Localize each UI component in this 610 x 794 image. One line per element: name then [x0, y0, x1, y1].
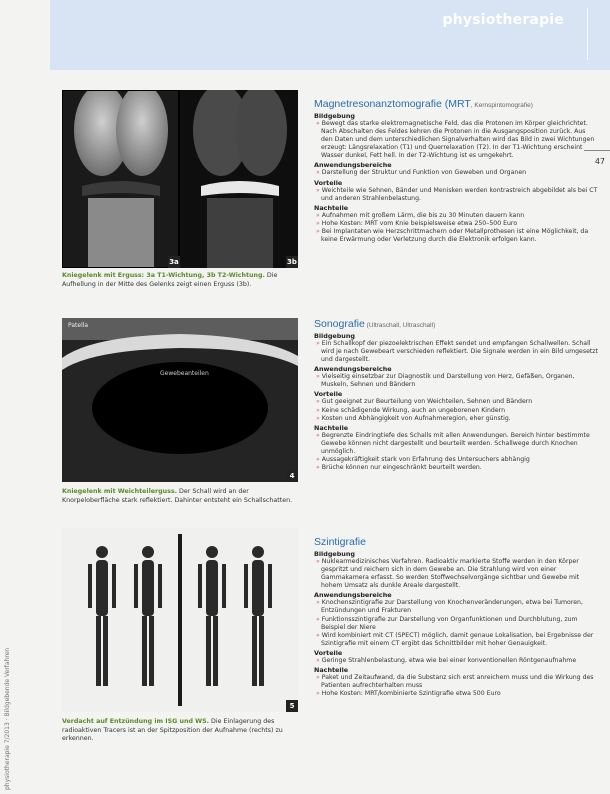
mri-caption: Kniegelenk mit Erguss: 3a T1-Wichtung, 3b T2-Wichtung. Die Aufhellung in der Mitte des Gelenks zeigt einen Erguss (3b).	[62, 272, 278, 288]
section-heading: Vorteile	[314, 390, 343, 399]
bullet-item: » Begrenzte Eindringtiefe des Schalls mit allen Anwendungen. Bereich hinter bestimmte Gewebe können nicht dargestellt und beurteilt werden. Schallwege durch Knochen unmöglich.	[314, 432, 598, 456]
bullet-item: » Vielseitig einsetzbar zur Diagnostik und Darstellung von Herz, Gefäßen, Organen, Muskeln, Sehnen und Bändern	[314, 373, 598, 389]
bullet-item: » Paket und Zeitaufwand, da die Substanz sich erst anreichern muss und die Wirkung des Patienten aufrechterhalten muss	[314, 674, 598, 690]
bullet-item: » Geringe Strahlenbelastung, etwa wie bei einer konventionellen Röntgenaufnahme	[314, 657, 598, 665]
section-sonografie	[314, 318, 598, 472]
section-heading: Nachteile	[314, 423, 349, 432]
section-heading: Bildgebung	[314, 332, 355, 340]
header-band	[50, 0, 610, 70]
section-szintigrafie	[314, 536, 598, 698]
section-heading: Nachteile	[314, 666, 349, 675]
section-heading: Vorteile	[314, 648, 343, 657]
bullet-item: » Hohe Kosten: MRT/kombinierte Szintigrafie etwa 500 Euro	[314, 690, 598, 698]
ultrasound-label-mid: Gewebeanteilen	[160, 370, 209, 377]
section-heading: Nachteile	[314, 203, 349, 212]
ultrasound-figure	[62, 318, 298, 482]
figure-badge-5: 5	[286, 700, 298, 712]
scintigraphy-image	[62, 528, 298, 712]
section-heading: Bildgebung	[314, 112, 355, 120]
bullet-item: » Ein Schallkopf der piezoelektrischen Effekt sendet und empfangen Schallwellen. Schall wird je nach Gewebeart verschieden reflektiert. Die Signale werden in ein Bild umgesetzt und dargestellt.	[314, 340, 598, 364]
bullet-item: » Brüche können nur eingeschränkt beurteilt werden.	[314, 464, 598, 472]
scintigraphy-caption: Verdacht auf Entzündung im ISG und WS. Die Einlagerung des radioaktiven Tracers ist an der Spitzposition der Aufnahme (rechts) zu erkennen.	[62, 718, 283, 743]
bullet-item: » Aufnahmen mit großem Lärm, die bis zu 30 Minuten dauern kann	[314, 212, 598, 220]
bullet-item: » Wird kombiniert mit CT (SPECT) möglich, damit genaue Lokalisation, bei Ergebnisse der Szintigrafie mit einem CT ergibt das Schnittbilder mit hoher Genauigkeit.	[314, 632, 598, 648]
bullet-item: » Bei Implantaten wie Herzschrittmachern oder Metallprothesen ist eine Möglichkeit, da keine Erwärmung oder Verletzung durch die Elektronik erfolgen kann.	[314, 228, 598, 244]
mri-knee-image	[62, 90, 298, 268]
figure-badge-4: 4	[286, 470, 298, 482]
figure-badge-3a: 3a	[169, 258, 179, 266]
bullet-item: » Bewegt das starke elektromagnetische Feld, das die Protonen im Körper gleichrichtet. Nach Abschalten des Feldes kehren die Protonen in die Ausgangsposition zurück. Aus den Daten und dem unterschiedlichen Signalverhalten wird das Bild in zwei Wichtungen erzeugt: Längsrelaxation (T1) und Querrelaxation (T2). In der T1-Wichtung erscheint Wasser dunkel, Fett hell. In der T2-Wichtung ist es umgekehrt.	[314, 120, 598, 160]
figure-badge-3b: 3b	[287, 258, 297, 266]
bullet-item: » Funktionsszintigrafie zur Darstellung von Organfunktionen und Durchblutung, zum Beispiel der Niere	[314, 616, 598, 632]
mri-figure	[62, 90, 298, 268]
bullet-item: » Nuklearmedizinisches Verfahren. Radioaktiv markierte Stoffe werden in den Körper gespritzt und reichern sich in dem Gewebe an. Die Strahlung wird von einer Gammakamera erfasst. So werden Stoffwechselvorgänge sichtbar und Gewebe mit hohem Umsatz als dunkle Areale dargestellt.	[314, 558, 598, 590]
brand-logo: physiotherapie	[442, 12, 564, 28]
section-heading: Bildgebung	[314, 550, 355, 558]
spine-text: physiotherapie 7/2013 · Bildgebende Verfahren	[4, 647, 11, 790]
bullet-item: » Gut geeignet zur Beurteilung von Weichteilen, Sehnen und Bändern	[314, 398, 598, 406]
ultrasound-caption: Kniegelenk mit Weichteilerguss. Der Schall wird an der Knorpeloberfläche stark reflektiert. Dahinter entsteht ein Schallschatten.	[62, 488, 293, 504]
scintigraphy-figure	[62, 528, 298, 712]
section-heading: Anwendungsbereiche	[314, 365, 392, 374]
section-heading: Anwendungsbereiche	[314, 591, 392, 600]
section-heading: Vorteile	[314, 178, 343, 187]
section-mrt	[314, 98, 598, 244]
section-title: Sonografie (Ultraschall, Ultraschall)	[314, 318, 436, 330]
bullet-item: » Aussagekräftigkeit stark von Erfahrung des Untersuchers abhängig	[314, 456, 598, 464]
section-title: Szintigrafie	[314, 536, 366, 548]
header-rule	[587, 8, 588, 60]
bullet-item: » Knochenszintigrafie zur Darstellung von Knochenveränderungen, etwa bei Tumoren, Entzündungen und Frakturen	[314, 599, 598, 615]
section-heading: Anwendungsbereiche	[314, 161, 392, 170]
section-title: Magnetresonanztomografie (MRT, Kernspintomografie)	[314, 98, 533, 110]
bullet-item: » Kosten und Abhängigkeit von Aufnahmeregion, eher günstig.	[314, 415, 598, 423]
page-number: 47	[594, 157, 605, 166]
ultrasound-image	[62, 318, 298, 482]
bullet-item: » Hohe Kosten: MRT vom Knie beispielsweise etwa 250–500 Euro	[314, 220, 598, 228]
bullet-item: » Keine schädigende Wirkung, auch an ungeborenen Kindern	[314, 407, 598, 415]
bullet-item: » Darstellung der Struktur und Funktion von Geweben und Organen	[314, 169, 598, 177]
bullet-item: » Weichteile wie Sehnen, Bänder und Menisken werden kontrastreich abgebildet als bei CT und anderen Strahlenbelastung.	[314, 187, 598, 203]
ultrasound-label-top: Patella	[68, 322, 89, 329]
